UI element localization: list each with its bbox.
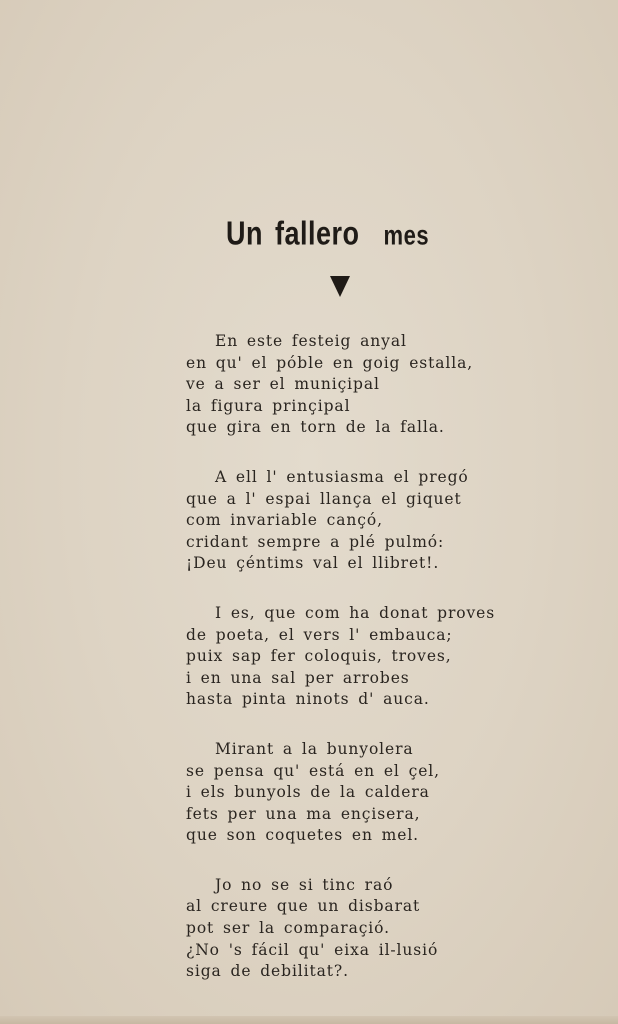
verse-line: i els bunyols de la caldera xyxy=(186,783,430,802)
triangle-ornament-icon xyxy=(330,276,350,297)
verse-line: la figura prinçipal xyxy=(186,396,351,415)
verse-line: Mirant a la bunyolera xyxy=(215,739,414,758)
verse-line: de poeta, el vers l' embauca; xyxy=(186,625,453,644)
stanza-1 xyxy=(186,331,496,439)
verse-line: Jo no se si tinc raó xyxy=(215,875,394,894)
verse-line: A ell l' entusiasma el pregó xyxy=(215,467,469,486)
verse-line: ¿No 's fácil qu' eixa il-lusió xyxy=(186,940,439,959)
verse-line: i en una sal per arrobes xyxy=(186,668,410,687)
verse-line: que a l' espai llança el giquet xyxy=(186,489,462,508)
title-word-fallero: fallero xyxy=(275,214,360,252)
title-word-un: Un xyxy=(226,214,263,252)
verse-line: com invariable cançó, xyxy=(186,511,383,530)
verse-line: hasta pinta ninots d' auca. xyxy=(186,690,430,709)
verse-line: se pensa qu' está en el çel, xyxy=(186,761,440,780)
verse-line: puix sap fer coloquis, troves, xyxy=(186,647,452,666)
stanza-5 xyxy=(186,875,496,983)
verse-line: En este festeig anyal xyxy=(215,332,407,350)
verse-line: I es, que com ha donat proves xyxy=(215,603,496,622)
stanza-4 xyxy=(186,739,496,847)
poem-body xyxy=(186,331,496,983)
verse-line: pot ser la comparaçió. xyxy=(186,919,390,938)
stanza-3 xyxy=(186,603,496,711)
title-word-mes: mes xyxy=(383,219,430,251)
stanza-2 xyxy=(186,467,496,575)
verse-line: ¡Deu çéntims val el llibret!. xyxy=(186,554,440,573)
page-bottom-edge xyxy=(0,1016,618,1024)
verse-line: fets per una ma ençisera, xyxy=(186,804,421,823)
verse-line: que gira en torn de la falla. xyxy=(186,418,445,437)
verse-line: siga de debilitat?. xyxy=(186,962,349,981)
verse-line: cridant sempre a plé pulmó: xyxy=(186,532,445,551)
verse-line: en qu' el póble en goig estalla, xyxy=(186,353,474,372)
verse-line: ve a ser el muniçipal xyxy=(186,375,380,394)
poem-title xyxy=(226,214,466,266)
verse-line: que son coquetes en mel. xyxy=(186,826,420,845)
verse-line: al creure que un disbarat xyxy=(186,897,421,916)
